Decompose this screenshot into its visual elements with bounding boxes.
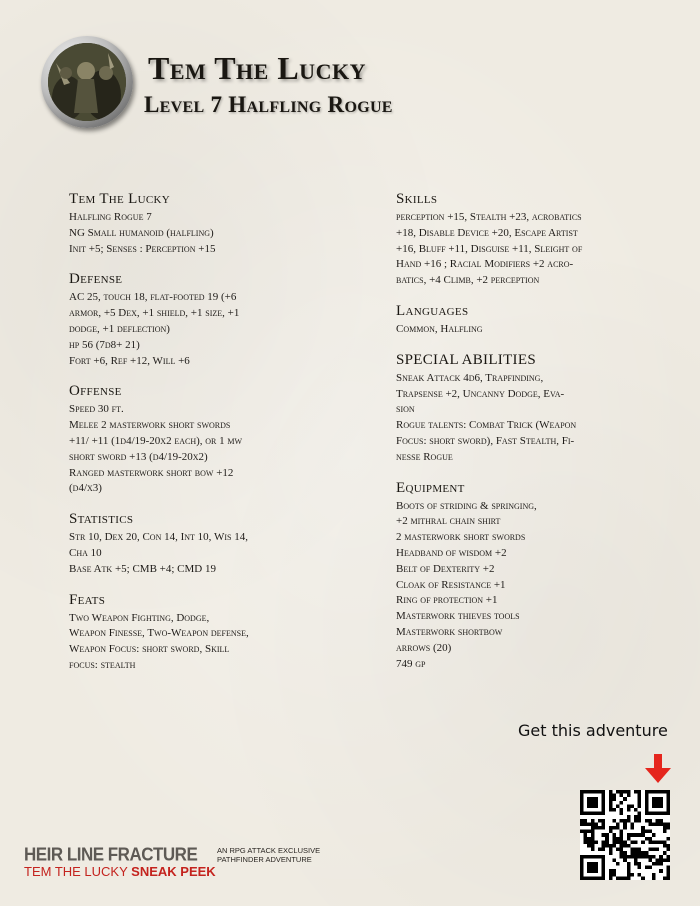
- stat-line: Belt of Dexterity +2: [396, 562, 495, 575]
- stat-line: Fort +6, Ref +12, Will +6: [69, 354, 190, 367]
- footer-sub-highlight: SNEAK PEEK: [131, 864, 216, 879]
- stat-line: armor, +5 Dex, +1 shield, +1 size, +1: [69, 307, 240, 320]
- stat-line: +2 mithral chain shirt: [396, 515, 501, 528]
- page-title: Tem The Lucky: [148, 50, 366, 86]
- stat-line: perception +15, Stealth +23, acrobatics: [396, 211, 582, 223]
- stat-line: Str 10, Dex 20, Con 14, Int 10, Wis 14,: [69, 531, 248, 544]
- stat-line: +11/ +11 (1d4/19-20x2 each), or 1 mw: [69, 434, 243, 447]
- left-column: [69, 191, 299, 688]
- stat-line: Base Atk +5; CMB +4; CMD 19: [69, 562, 216, 575]
- stat-line: Ring of protection +1: [396, 594, 498, 607]
- footer-brand: HEIR LINE FRACTURE: [24, 844, 198, 865]
- stat-line: Cha 10: [69, 546, 102, 559]
- stat-section: [396, 352, 636, 466]
- footer-sub-prefix: TEM THE LUCKY: [24, 864, 128, 879]
- stat-line: Weapon Focus: short sword, Skill: [69, 643, 230, 656]
- stat-section: [396, 303, 636, 338]
- section-title: Statistics: [69, 511, 134, 528]
- stat-line: NG Small humanoid (halfling): [69, 226, 214, 239]
- right-column: [396, 191, 636, 686]
- stat-line: Masterwork shortbow: [396, 625, 503, 638]
- section-title: SPECIAL ABILITIES: [396, 351, 536, 368]
- arrow-down-icon: [644, 754, 672, 784]
- stat-line: nesse Rogue: [396, 450, 453, 463]
- section-title: Languages: [396, 302, 469, 319]
- stat-line: dodge, +1 deflection): [69, 322, 170, 335]
- stat-line: Trapsense +2, Uncanny Dodge, Eva-: [396, 387, 565, 400]
- stat-line: Headband of wisdom +2: [396, 546, 507, 559]
- stat-section: [396, 480, 636, 673]
- stat-section: [69, 271, 299, 369]
- stat-section: [69, 383, 299, 497]
- qr-code[interactable]: [580, 790, 670, 880]
- stat-line: batics, +4 Climb, +2 perception: [396, 274, 540, 287]
- stat-line: Weapon Finesse, Two-Weapon defense,: [69, 627, 249, 640]
- stat-line: sion: [396, 403, 415, 416]
- stat-line: Masterwork thieves tools: [396, 610, 520, 623]
- portrait-image: [48, 43, 126, 121]
- stat-line: +18, Disable Device +20, Escape Artist: [396, 226, 578, 239]
- section-title: Equipment: [396, 479, 465, 496]
- stat-line: Boots of striding & springing,: [396, 499, 537, 512]
- stat-line: +16, Bluff +11, Disguise +11, Sleight of: [396, 242, 583, 255]
- stat-line: Halfling Rogue 7: [69, 211, 152, 223]
- page-subtitle: Level 7 Halfling Rogue: [144, 92, 393, 117]
- stat-section: [69, 191, 299, 257]
- stat-section: [69, 511, 299, 577]
- stat-line: Melee 2 masterwork short swords: [69, 419, 231, 432]
- section-title: Tem The Lucky: [69, 191, 170, 207]
- stat-line: Sneak Attack 4d6, Trapfinding,: [396, 371, 544, 384]
- stat-line: Focus: short sword), Fast Stealth, Fi-: [396, 434, 575, 447]
- footer-note: AN RPG ATTACK EXCLUSIVE PATHFINDER ADVENTURE: [217, 846, 321, 864]
- stat-line: 749 gp: [396, 657, 426, 670]
- section-title: Skills: [396, 191, 438, 207]
- footer-subtitle: [24, 864, 216, 879]
- stat-line: hp 56 (7d8+ 21): [69, 338, 140, 351]
- section-title: Defense: [69, 271, 123, 288]
- stat-section: [69, 592, 299, 674]
- stat-line: focus: stealth: [69, 658, 136, 671]
- stat-line: Cloak of Resistance +1: [396, 578, 506, 591]
- stat-section: [396, 191, 636, 289]
- stat-line: 2 masterwork short swords: [396, 531, 526, 544]
- cta-text: Get this adventure: [518, 721, 668, 740]
- stat-line: Common, Halfling: [396, 322, 483, 335]
- stat-line: Two Weapon Fighting, Dodge,: [69, 611, 210, 624]
- stat-line: Ranged masterwork short bow +12: [69, 466, 234, 479]
- stat-line: Hand +16 ; Racial Modifiers +2 acro-: [396, 258, 574, 271]
- stat-line: Speed 30 ft.: [69, 403, 124, 416]
- stat-line: AC 25, touch 18, flat-footed 19 (+6: [69, 291, 237, 304]
- section-title: Offense: [69, 383, 122, 400]
- stat-line: Init +5; Senses : Perception +15: [69, 242, 216, 255]
- stat-line: short sword +13 (d4/19-20x2): [69, 450, 208, 463]
- stat-line: Rogue talents: Combat Trick (Weapon: [396, 419, 577, 432]
- stat-line: (d4/x3): [69, 482, 102, 495]
- section-title: Feats: [69, 591, 106, 608]
- stat-line: arrows (20): [396, 641, 452, 654]
- rogue-portrait-medallion: [41, 36, 133, 128]
